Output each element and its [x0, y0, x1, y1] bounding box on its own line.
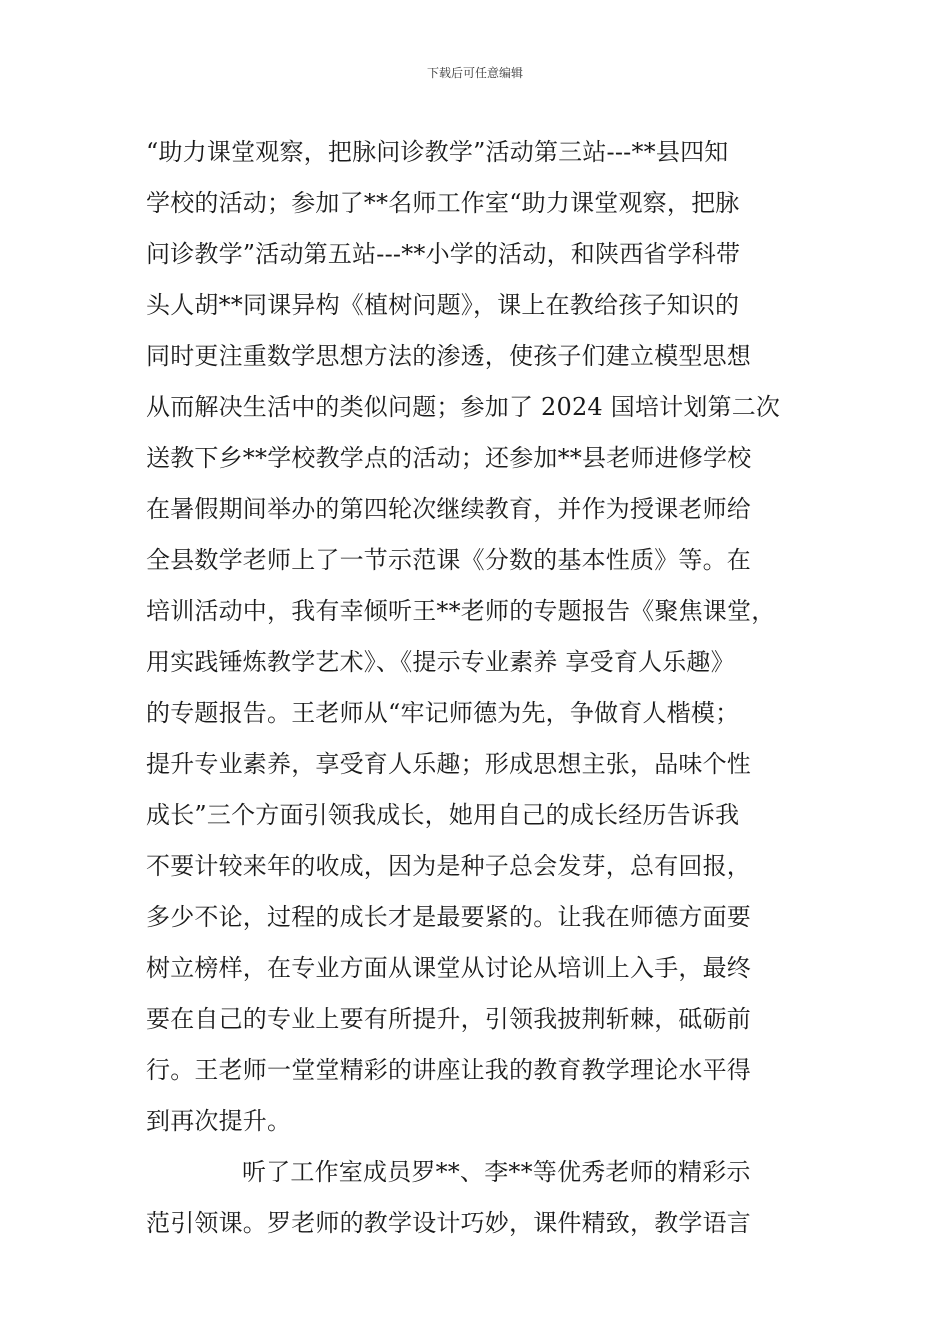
text-line: 学校的活动；参加了**名师工作室“助力课堂观察，把脉 [146, 189, 740, 217]
text-line: 用实践锤炼教学艺术》、《提示专业素养 享受育人乐趣》 [146, 648, 735, 676]
text-line: 从而解决生活中的类似问题；参加了 2024 国培计划第二次 [146, 393, 781, 421]
text-line: 多少不论，过程的成长才是最要紧的。让我在师德方面要 [146, 903, 751, 931]
text-line: 全县数学老师上了一节示范课《分数的基本性质》等。在 [146, 546, 751, 574]
text-line: 头人胡**同课异构《植树问题》，课上在教给孩子知识的 [146, 291, 740, 319]
paragraph-1 [146, 127, 814, 1147]
paragraph-2 [146, 1147, 814, 1249]
text-line: 的专题报告。王老师从“牢记师德为先，争做育人楷模； [146, 699, 740, 727]
text-line: 送教下乡**学校教学点的活动；还参加**县老师进修学校 [146, 444, 752, 472]
text-line: 树立榜样，在专业方面从课堂从讨论从培训上入手，最终 [146, 954, 751, 982]
text-line: 同时更注重数学思想方法的渗透，使孩子们建立模型思想 [146, 342, 751, 370]
text-line: 问诊教学”活动第五站---**小学的活动，和陕西省学科带 [146, 240, 741, 268]
text-line: 培训活动中，我有幸倾听王**老师的专题报告《聚焦课堂， [146, 597, 776, 625]
text-line: 在暑假期间举办的第四轮次继续教育，并作为授课老师给 [146, 495, 751, 523]
document-body [146, 127, 814, 1249]
text-line: 提升专业素养，享受育人乐趣；形成思想主张，品味个性 [146, 750, 751, 778]
text-line: 范引领课。罗老师的教学设计巧妙，课件精致，教学语言 [146, 1209, 751, 1237]
text-line: 要在自己的专业上要有所提升，引领我披荆斩棘，砥砺前 [146, 1005, 751, 1033]
text-line: 成长”三个方面引领我成长，她用自己的成长经历告诉我 [146, 801, 740, 829]
page-header: 下载后可任意编辑 [426, 66, 523, 80]
text-line: 不要计较来年的收成，因为是种子总会发芽，总有回报， [146, 852, 751, 880]
text-line: 到再次提升。 [146, 1107, 292, 1135]
text-line-indented: 听了工作室成员罗**、李**等优秀老师的精彩示 [242, 1158, 751, 1186]
text-line: “助力课堂观察，把脉问诊教学”活动第三站---**县四知 [146, 138, 729, 166]
text-line: 行。王老师一堂堂精彩的讲座让我的教育教学理论水平得 [146, 1056, 751, 1084]
